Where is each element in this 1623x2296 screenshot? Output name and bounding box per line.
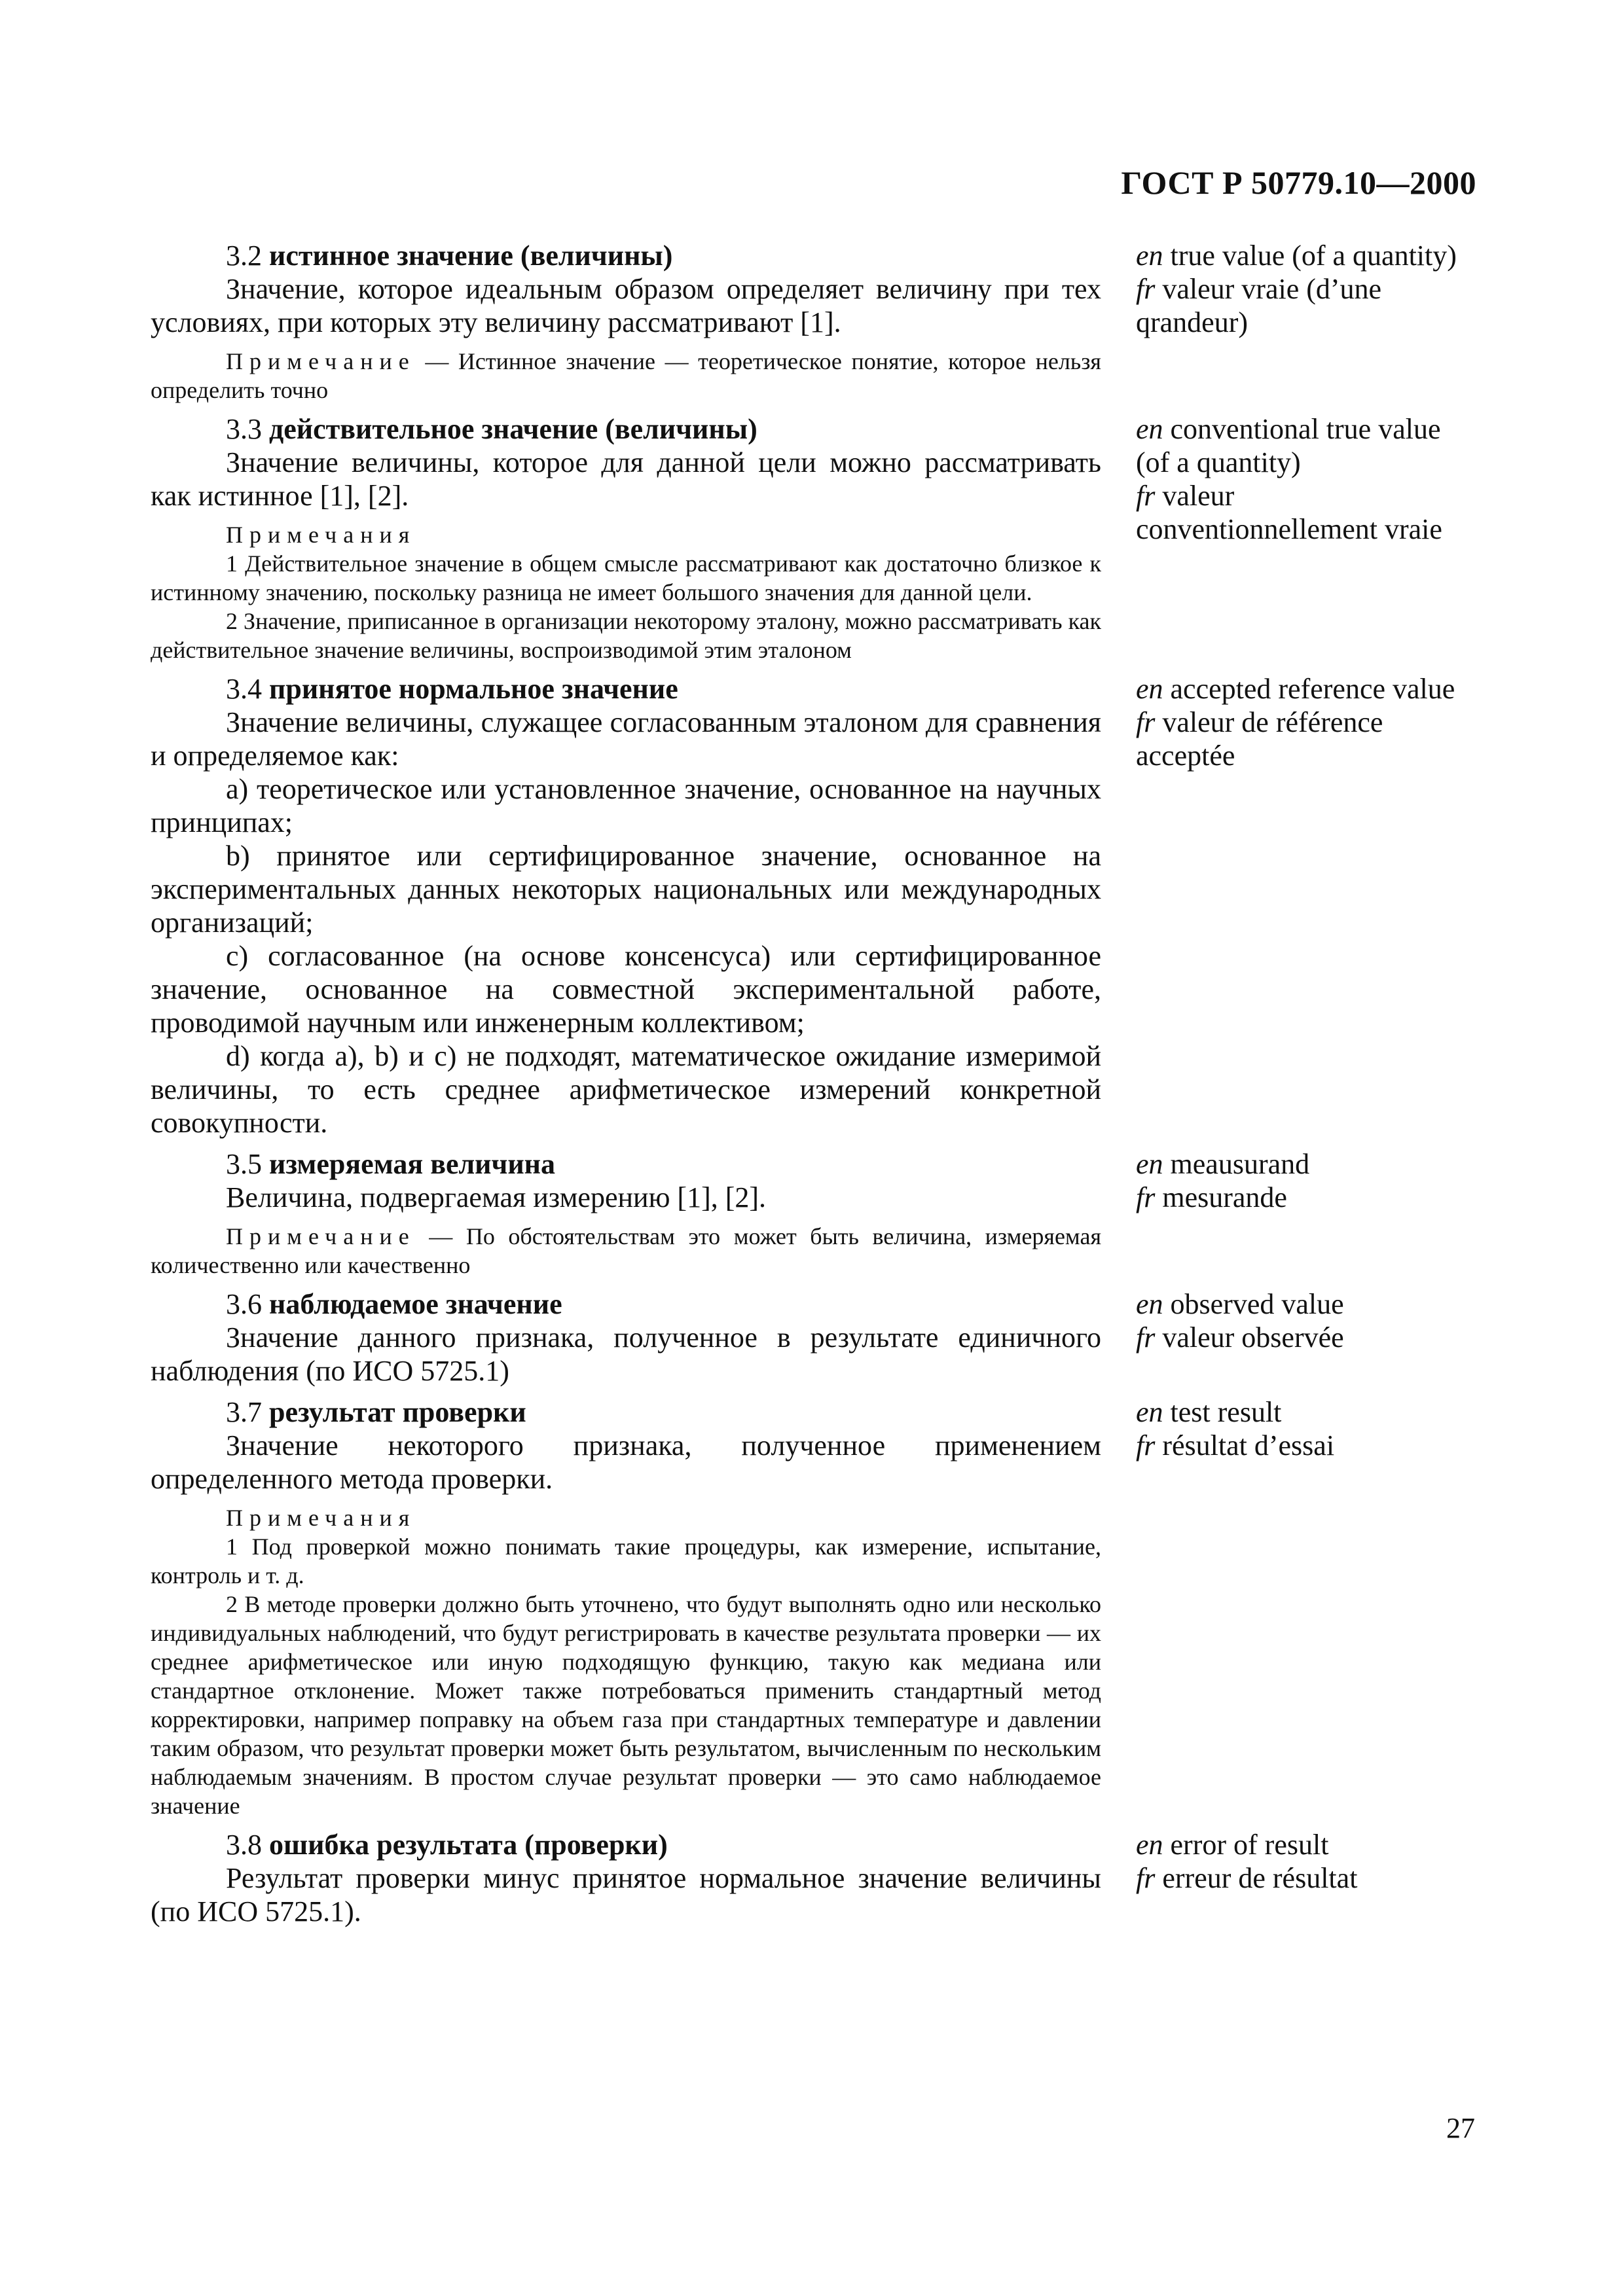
lang-code-fr: fr bbox=[1136, 706, 1156, 738]
english-term bbox=[1136, 239, 1476, 272]
term-block bbox=[151, 239, 1476, 404]
lang-code-fr: fr bbox=[1136, 480, 1156, 512]
definition-list-item: d) когда а), b) и с) не подходят, математическое ожидание измеримой величины, то есть среднее арифметическое измерений конкретной совокупности. bbox=[151, 1040, 1101, 1139]
term-number: 3.4 bbox=[226, 673, 262, 705]
french-term-text: résultat d’essai bbox=[1155, 1429, 1335, 1462]
term-number: 3.2 bbox=[226, 240, 262, 272]
notes bbox=[151, 1503, 1101, 1820]
term-heading bbox=[151, 412, 1101, 446]
note-text bbox=[151, 1222, 1101, 1280]
term-title: ошибка результата (проверки) bbox=[269, 1829, 668, 1861]
term-number: 3.8 bbox=[226, 1829, 262, 1861]
term-definition bbox=[151, 412, 1101, 664]
foreign-equivalents bbox=[1136, 672, 1476, 1139]
term-title: измеряемая величина bbox=[269, 1148, 556, 1180]
english-term bbox=[1136, 412, 1476, 479]
definition-list-item: b) принятое или сертифицированное значение, основанное на экспериментальных данных некоторых национальных или международных организаций; bbox=[151, 840, 1101, 939]
french-term bbox=[1136, 1861, 1476, 1895]
term-heading bbox=[151, 239, 1101, 272]
english-term bbox=[1136, 1287, 1476, 1321]
term-block bbox=[151, 1287, 1476, 1388]
term-title: действительное значение (величины) bbox=[269, 413, 757, 445]
foreign-equivalents bbox=[1136, 1395, 1476, 1820]
notes-title: Примечания bbox=[226, 522, 416, 548]
foreign-equivalents bbox=[1136, 1147, 1476, 1280]
notes bbox=[151, 520, 1101, 664]
french-term-text: valeur observée bbox=[1155, 1321, 1344, 1354]
lang-code-en: en bbox=[1136, 1288, 1163, 1320]
french-term-text: valeur vraie (d’une qrandeur) bbox=[1136, 273, 1382, 338]
term-number: 3.5 bbox=[226, 1148, 262, 1180]
note-content: — По обстоятельствам это может быть величина, измеряемая количественно или качественно bbox=[151, 1223, 1101, 1278]
foreign-equivalents bbox=[1136, 1287, 1476, 1388]
terms-list bbox=[151, 239, 1476, 1936]
page-number: 27 bbox=[1446, 2112, 1475, 2144]
lang-code-en: en bbox=[1136, 413, 1163, 445]
definition-text: Значение, которое идеальным образом определяет величину при тех условиях, при которых эту величину рассматривают [1]. bbox=[151, 273, 1101, 338]
term-heading bbox=[151, 1395, 1101, 1429]
english-term-text: error of result bbox=[1163, 1829, 1329, 1861]
term-definition bbox=[151, 239, 1101, 404]
definition-text: Значение величины, служащее согласованным эталоном для сравнения и определяемое как: bbox=[151, 706, 1101, 772]
document-code: ГОСТ Р 50779.10—2000 bbox=[1121, 164, 1476, 201]
french-term bbox=[1136, 1181, 1476, 1214]
term-heading bbox=[151, 672, 1101, 706]
definition-list-item: с) согласованное (на основе консенсуса) или сертифицированное значение, основанное на совместной экспериментальной работе, проводимой научным или инженерным коллективом; bbox=[151, 940, 1101, 1039]
english-term bbox=[1136, 1147, 1476, 1181]
english-term-text: conventional true value (of a quantity) bbox=[1136, 413, 1441, 478]
term-title: истинное значение (величины) bbox=[269, 240, 673, 272]
lang-code-fr: fr bbox=[1136, 1862, 1156, 1894]
term-definition bbox=[151, 1287, 1101, 1388]
term-heading bbox=[151, 1147, 1101, 1181]
lang-code-fr: fr bbox=[1136, 1321, 1156, 1354]
lang-code-en: en bbox=[1136, 1148, 1163, 1180]
term-block bbox=[151, 672, 1476, 1139]
definition-text: Значение величины, которое для данной цели можно рассматривать как истинное [1], [2]. bbox=[151, 446, 1101, 512]
english-term-text: meausurand bbox=[1163, 1148, 1310, 1180]
note-item: 2 Значение, приписанное в организации некоторому эталону, можно рассматривать как действительное значение величины, воспроизводимой этим эталоном bbox=[151, 608, 1101, 663]
french-term-text: erreur de résultat bbox=[1155, 1862, 1358, 1894]
term-title: принятое нормальное значение bbox=[269, 673, 678, 705]
note bbox=[151, 347, 1101, 404]
english-term-text: test result bbox=[1163, 1396, 1282, 1428]
definition-text: Значение некоторого признака, полученное применением определенного метода проверки. bbox=[151, 1429, 1101, 1495]
definition-text: Значение данного признака, полученное в результате единичного наблюдения (по ИСО 5725.1) bbox=[151, 1321, 1101, 1387]
english-term bbox=[1136, 1828, 1476, 1861]
definition-text: Результат проверки минус принятое нормальное значение величины (по ИСО 5725.1). bbox=[151, 1862, 1101, 1928]
lang-code-fr: fr bbox=[1136, 1429, 1156, 1462]
french-term-text: mesurande bbox=[1155, 1181, 1287, 1213]
term-title: результат проверки bbox=[269, 1396, 526, 1428]
french-term bbox=[1136, 1321, 1476, 1354]
definition-list-item: а) теоретическое или установленное значение, основанное на научных принципах; bbox=[151, 773, 1101, 838]
term-definition bbox=[151, 1147, 1101, 1280]
term-block bbox=[151, 1828, 1476, 1928]
note-item: 1 Под проверкой можно понимать такие процедуры, как измерение, испытание, контроль и т. д. bbox=[151, 1534, 1101, 1588]
term-number: 3.7 bbox=[226, 1396, 262, 1428]
term-number: 3.3 bbox=[226, 413, 262, 445]
definition-text: Величина, подвергаемая измерению [1], [2]. bbox=[226, 1181, 767, 1213]
foreign-equivalents bbox=[1136, 239, 1476, 404]
term-block bbox=[151, 1147, 1476, 1280]
lang-code-en: en bbox=[1136, 1396, 1163, 1428]
term-title: наблюдаемое значение bbox=[269, 1288, 562, 1320]
note-content: — Истинное значение — теоретическое понятие, которое нельзя определить точно bbox=[151, 348, 1101, 403]
note-item: 1 Действительное значение в общем смысле рассматривают как достаточно близкое к истинному значению, поскольку разница не имеет большого значения для данной цели. bbox=[151, 550, 1101, 605]
english-term-text: accepted reference value bbox=[1163, 673, 1455, 705]
english-term bbox=[1136, 1395, 1476, 1429]
english-term bbox=[1136, 672, 1476, 706]
lang-code-en: en bbox=[1136, 1829, 1163, 1861]
french-term bbox=[1136, 272, 1476, 339]
notes-title: Примечания bbox=[226, 1505, 416, 1531]
note bbox=[151, 1222, 1101, 1280]
note-label: Примечание bbox=[226, 1223, 416, 1249]
term-definition bbox=[151, 1828, 1101, 1928]
term-block bbox=[151, 412, 1476, 664]
term-number: 3.6 bbox=[226, 1288, 262, 1320]
french-term bbox=[1136, 1429, 1476, 1462]
lang-code-en: en bbox=[1136, 673, 1163, 705]
term-heading bbox=[151, 1287, 1101, 1321]
lang-code-fr: fr bbox=[1136, 273, 1156, 305]
french-term-text: valeur de référence acceptée bbox=[1136, 706, 1383, 772]
foreign-equivalents bbox=[1136, 1828, 1476, 1928]
term-definition bbox=[151, 672, 1101, 1139]
lang-code-fr: fr bbox=[1136, 1181, 1156, 1213]
lang-code-en: en bbox=[1136, 240, 1163, 272]
note-label: Примечание bbox=[226, 348, 416, 374]
english-term-text: true value (of a quantity) bbox=[1163, 240, 1457, 272]
french-term-text: valeur conventionnellement vraie bbox=[1136, 480, 1442, 545]
term-heading bbox=[151, 1828, 1101, 1861]
english-term-text: observed value bbox=[1163, 1288, 1344, 1320]
french-term bbox=[1136, 706, 1476, 772]
term-definition bbox=[151, 1395, 1101, 1820]
foreign-equivalents bbox=[1136, 412, 1476, 664]
french-term bbox=[1136, 479, 1476, 546]
note-text bbox=[151, 347, 1101, 404]
note-item: 2 В методе проверки должно быть уточнено, что будут выполнять одно или несколько индивидуальных наблюдений, что будут регистрировать в качестве результата проверки — их среднее арифметическое или иную подходящую функцию, такую как медиана или стандартное отклонение. Может также потребоваться применить стандартный метод корректировки, например поправку на объем газа при стандартных температуре и давлении таким образом, что результат проверки может быть результатом, вычисленным по нескольким наблюдаемым значениям. В простом случае результат проверки — это само наблюдаемое значение bbox=[151, 1591, 1101, 1819]
term-block bbox=[151, 1395, 1476, 1820]
